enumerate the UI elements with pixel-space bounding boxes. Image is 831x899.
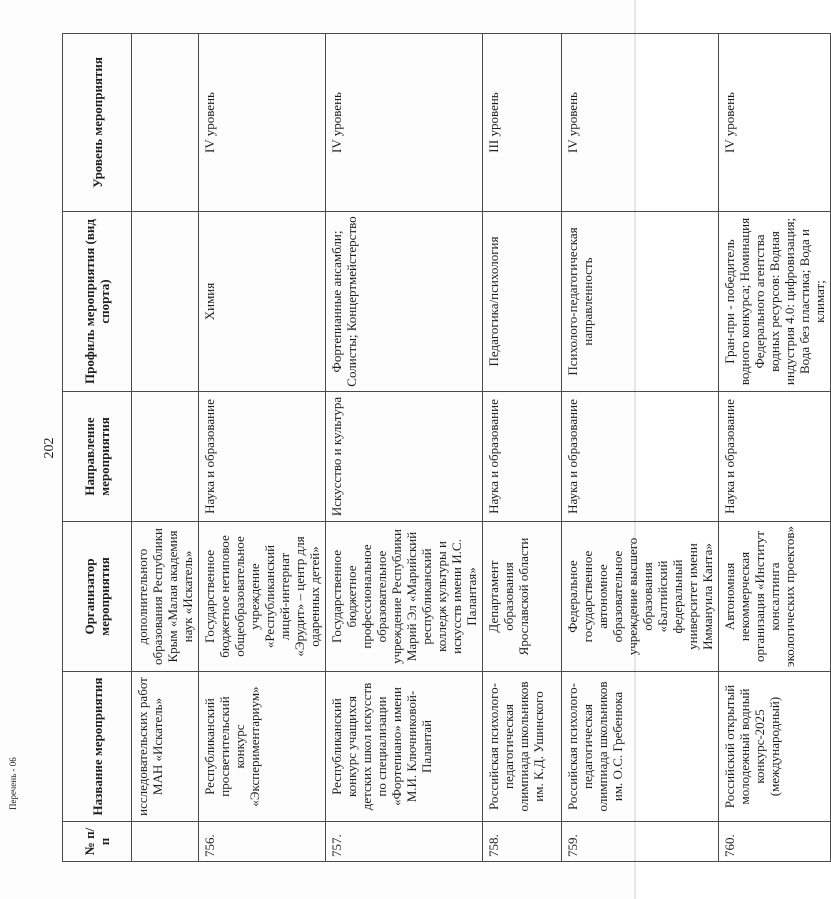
- cell-organizer: Государственное бюджетное нетиповое общеобразовательное учреждение «Республиканский лицей-интернат «Эрудит» – центр для одаренных детей»: [199, 522, 326, 672]
- cell-direction: Наука и образование: [719, 392, 831, 522]
- cell-name: Российская психолого-педагогическая олимпиада школьников им. К.Д. Ушинского: [483, 672, 562, 822]
- header-name: Название мероприятия: [63, 672, 132, 822]
- table-row: [719, 34, 831, 862]
- table-row: [562, 34, 719, 862]
- table-row: [132, 34, 199, 862]
- cell-num: 760.: [719, 822, 831, 862]
- cell-name: исследовательских работ МАН «Искатель»: [132, 672, 199, 822]
- header-organizer: Организатор мероприятия: [63, 522, 132, 672]
- cell-level: III уровень: [483, 34, 562, 212]
- table-header-row: [63, 34, 132, 862]
- cell-direction: Наука и образование: [199, 392, 326, 522]
- cell-profile: Химия: [199, 212, 326, 392]
- cell-level: IV уровень: [326, 34, 483, 212]
- page-footer: Перечень - 06: [8, 757, 18, 810]
- page-number: 202: [42, 437, 57, 459]
- cell-organizer: Федеральное государственное автономное образовательное учреждение высшего образования «Балтийский федеральный университет имени Иммануила Канта»: [562, 522, 719, 672]
- table-row: [483, 34, 562, 862]
- cell-name: Российский открытый молодежный водный конкурс-2025 (международный): [719, 672, 831, 822]
- cell-profile: Гран-при - победитель водного конкурса; Номинация Федерального агентства водных ресурсов: Водная индустрия 4.0: цифровизация; Вода без пластика; Вода и климат;: [719, 212, 831, 392]
- cell-direction: Наука и образование: [483, 392, 562, 522]
- cell-organizer: дополнительного образования Республики Крым «Малая академия наук «Искатель»: [132, 522, 199, 672]
- cell-num: 759.: [562, 822, 719, 862]
- cell-level: IV уровень: [562, 34, 719, 212]
- cell-profile: Психолого-педагогическая направленность: [562, 212, 719, 392]
- table-row: [199, 34, 326, 862]
- cell-num: 758.: [483, 822, 562, 862]
- cell-name: Республиканский конкурс учащихся детских школ искусств по специализации «Фортепиано» имени М.И. Ключниковой-Палантай: [326, 672, 483, 822]
- cell-profile: Педагогика/психология: [483, 212, 562, 392]
- cell-profile: Фортепианные ансамбли; Солисты; Концертмейстерство: [326, 212, 483, 392]
- cell-organizer: Государственное бюджетное профессиональное образовательное учреждение Республики Марий Эл «Марийский республиканский колледж культуры и искусств имени И.С. Палантая»: [326, 522, 483, 672]
- cell-num: [132, 822, 199, 862]
- cell-level: IV уровень: [199, 34, 326, 212]
- cell-direction: [132, 392, 199, 522]
- header-level: Уровень мероприятия: [63, 34, 132, 212]
- header-direction: Направление мероприятия: [63, 392, 132, 522]
- cell-name: Республиканский просветительский конкурс «Экспериментариум»: [199, 672, 326, 822]
- table-row: [326, 34, 483, 862]
- cell-direction: Наука и образование: [562, 392, 719, 522]
- cell-num: 756.: [199, 822, 326, 862]
- cell-level: IV уровень: [719, 34, 831, 212]
- cell-organizer: Департамент образования Ярославской области: [483, 522, 562, 672]
- cell-num: 757.: [326, 822, 483, 862]
- cell-organizer: Автономная некоммерческая организация «Институт консалтинга экологических проектов»: [719, 522, 831, 672]
- header-profile: Профиль мероприятия (вид спорта): [63, 212, 132, 392]
- header-num: № п/п: [63, 822, 132, 862]
- events-table: [62, 33, 831, 862]
- cell-name: Российская психолого-педагогическая олимпиада школьников им. О.С. Гребенюка: [562, 672, 719, 822]
- cell-level: [132, 34, 199, 212]
- cell-direction: Искусство и культура: [326, 392, 483, 522]
- cell-profile: [132, 212, 199, 392]
- rotated-table-area: [38, 34, 827, 862]
